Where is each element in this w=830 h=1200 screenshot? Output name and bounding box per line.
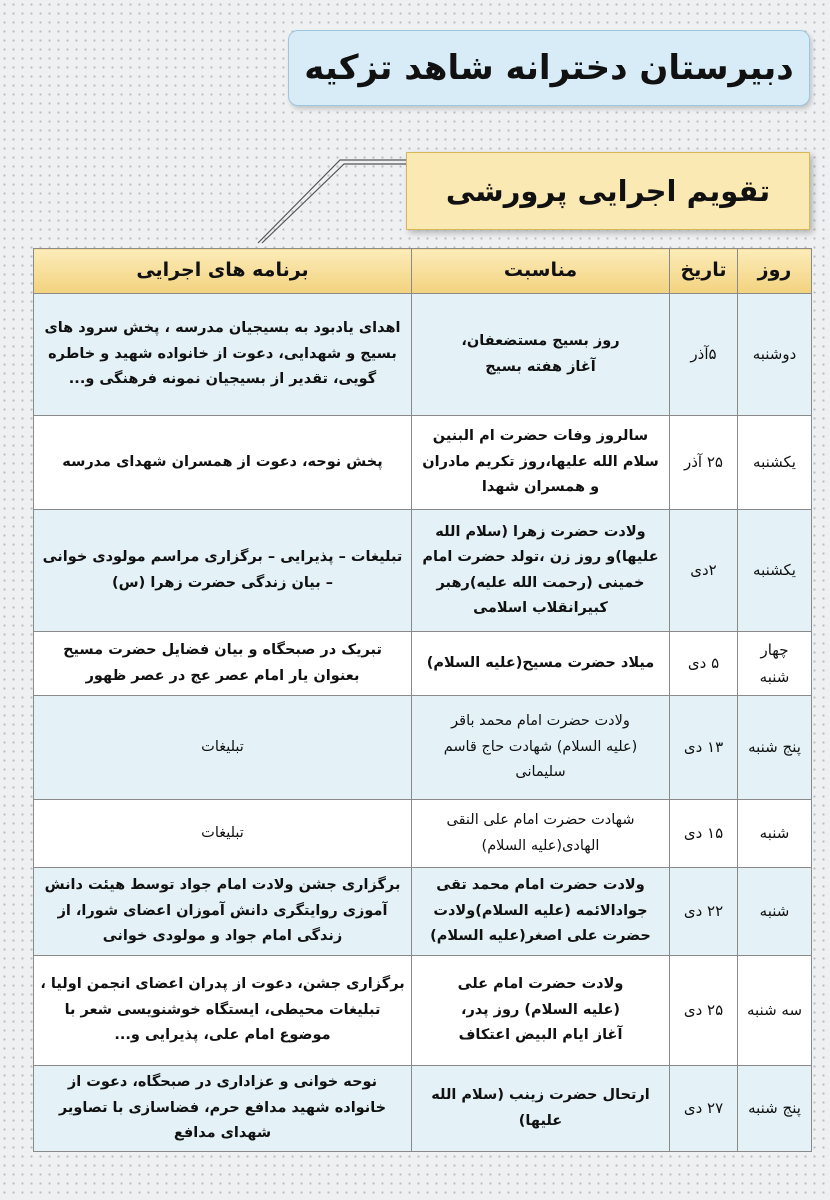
cell-date: ۱۳ دی — [670, 696, 738, 800]
cell-day: پنج شنبه — [738, 1066, 812, 1152]
cell-day: پنج شنبه — [738, 696, 812, 800]
table-row — [34, 510, 812, 632]
cell-programs: نوحه خوانی و عزاداری در صبحگاه، دعوت از خانواده شهید مدافع حرم، فضاسازی با تصاویر شهدای مدافع — [34, 1066, 412, 1152]
cell-occasion: ولادت حضرت امام علی (علیه السلام) روز پدر، آغاز ایام البیض اعتکاف — [412, 956, 670, 1066]
cell-day: سه شنبه — [738, 956, 812, 1066]
cell-date: ۱۵ دی — [670, 800, 738, 868]
cell-day: دوشنبه — [738, 294, 812, 416]
table-row — [34, 868, 812, 956]
cell-date: ۲۵ آذر — [670, 416, 738, 510]
cell-programs: برگزاری جشن ولادت امام جواد توسط هیئت دانش آموزی روایتگری دانش آموزان اعضای شورا، از زندگی امام جواد و مولودی خوانی — [34, 868, 412, 956]
cell-occasion: ولادت حضرت زهرا (سلام الله علیها)و روز زن ،تولد حضرت امام خمینی (رحمت الله علیه)رهبر کبیرانقلاب اسلامی — [412, 510, 670, 632]
cell-date: ۲۵ دی — [670, 956, 738, 1066]
cell-occasion: ولادت حضرت امام محمد تقی جوادالائمه (علیه السلام)ولادت حضرت علی اصغر(علیه السلام) — [412, 868, 670, 956]
table-row — [34, 632, 812, 696]
cell-programs: تبلیغات — [34, 800, 412, 868]
cell-occasion: شهادت حضرت امام علی النقی الهادی(علیه السلام) — [412, 800, 670, 868]
cell-day: شنبه — [738, 868, 812, 956]
cell-day: شنبه — [738, 800, 812, 868]
cell-date: ۲دی — [670, 510, 738, 632]
cell-day: چهار شنبه — [738, 632, 812, 696]
table-row — [34, 416, 812, 510]
cell-occasion: ولادت حضرت امام محمد باقر (علیه السلام) شهادت حاج قاسم سلیمانی — [412, 696, 670, 800]
calendar-title-box — [406, 152, 810, 230]
cell-occasion: روز بسیج مستضعفان، آغاز هفته بسیج — [412, 294, 670, 416]
table-row — [34, 1066, 812, 1152]
header-occasion: مناسبت — [412, 249, 670, 294]
header-day: روز — [738, 249, 812, 294]
school-name-banner — [288, 30, 810, 106]
header-row — [34, 249, 812, 294]
table-row — [34, 696, 812, 800]
cell-programs: پخش نوحه، دعوت از همسران شهدای مدرسه — [34, 416, 412, 510]
cell-programs: برگزاری جشن، دعوت از پدران اعضای انجمن اولیا ، تبلیغات محیطی، ایستگاه خوشنویسی شعر با موضوع امام علی، پذیرایی و... — [34, 956, 412, 1066]
cell-day: یکشنبه — [738, 416, 812, 510]
calendar-title: تقویم اجرایی پرورشی — [445, 174, 771, 208]
cell-occasion: میلاد حضرت مسیح(علیه السلام) — [412, 632, 670, 696]
cell-date: ۵ دی — [670, 632, 738, 696]
header-date: تاریخ — [670, 249, 738, 294]
table-row — [34, 800, 812, 868]
cell-occasion: ارتحال حضرت زینب (سلام الله علیها) — [412, 1066, 670, 1152]
cell-day: یکشنبه — [738, 510, 812, 632]
cell-programs: اهدای یادبود به بسیجیان مدرسه ، پخش سرود های بسیج و شهدایی، دعوت از خانواده شهید و خاطره گویی، تقدیر از بسیجیان نمونه فرهنگی و... — [34, 294, 412, 416]
schedule-table — [33, 248, 812, 1152]
cell-date: ۲۲ دی — [670, 868, 738, 956]
table-row — [34, 294, 812, 416]
header-programs: برنامه های اجرایی — [34, 249, 412, 294]
school-name: دبیرستان دخترانه شاهد تزکیه — [304, 48, 794, 88]
cell-occasion: سالروز وفات حضرت ام البنین سلام الله علیها،روز تکریم مادران و همسران شهدا — [412, 416, 670, 510]
cell-programs: تبریک در صبحگاه و بیان فضایل حضرت مسیح بعنوان یار امام عصر عج در عصر ظهور — [34, 632, 412, 696]
cell-date: ۲۷ دی — [670, 1066, 738, 1152]
cell-programs: تبلیغات – پذیرایی – برگزاری مراسم مولودی خوانی – بیان زندگی حضرت زهرا (س) — [34, 510, 412, 632]
cell-date: ۵آذر — [670, 294, 738, 416]
cell-programs: تبلیغات — [34, 696, 412, 800]
table-row — [34, 956, 812, 1066]
